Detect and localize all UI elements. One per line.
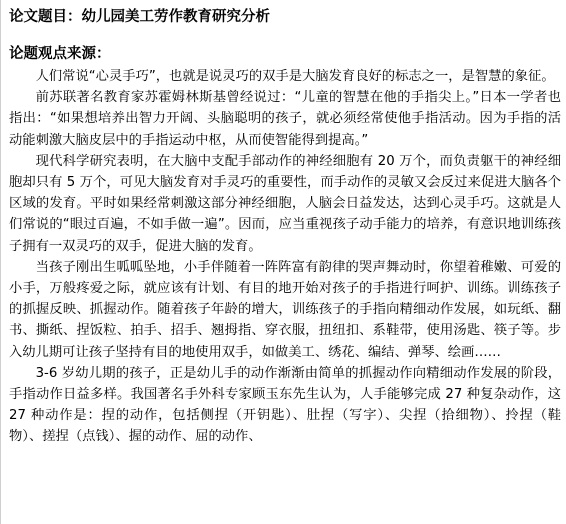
section-heading: 论题观点来源： bbox=[9, 46, 111, 62]
paragraph: 3-6 岁幼儿期的孩子，正是幼儿手的动作渐渐由简单的抓握动作向精细动作发展的阶段，手指动作日益多样。我国著名手外科专家顾玉东先生认为，人手能够完成 27 种复杂动作，这 27 种动作是：捏的动作，包括侧捏（开钥匙）、肚捏（写字）、尖捏（拾细物）、拎捏（鞋物）、搓捏（点钱）、握的动作、屈的动作、 bbox=[9, 365, 561, 445]
paragraph: 当孩子刚出生呱呱坠地，小手伴随着一阵阵富有韵律的哭声舞动时，你望着稚嫩、可爱的小手，万般疼爱之际，就应该有计划、有目的地开始对孩子的手指进行呵护、训练。训练孩子的抓握反映、抓握动作。随着孩子年龄的增大，训练孩子的手指向精细动作发展，如玩纸、翻书、撕纸、捏饭粒、拍手、招手、翘拇指、穿衣服，扭纽扣、系鞋带，使用汤匙、筷子等。步入幼儿期可让孩子坚持有目的地使用双手，如做美工、绣花、编结、弹琴、绘画…… bbox=[9, 259, 561, 360]
document-body bbox=[9, 66, 561, 448]
paragraph: 前苏联著名教育家苏霍姆林斯基曾经说过：“儿童的智慧在他的手指尖上。”日本一学者也指出：“如果想培养出智力开阔、头脑聪明的孩子，就必须经常使他手指活动。因为手指的活动能刺激大脑皮层中的手指运动中枢，从而使智能得到提高。” bbox=[9, 90, 561, 148]
paragraph: 人们常说“心灵手巧”，也就是说灵巧的双手是大脑发育良好的标志之一，是智慧的象征。 bbox=[35, 69, 555, 84]
document-title: 论文题目：幼儿园美工劳作教育研究分析 bbox=[9, 9, 270, 25]
paragraph: 现代科学研究表明，在大脑中支配手部动作的神经细胞有 20 万个，而负责躯干的神经细胞却只有 5 万个，可见大脑发育对手灵巧的重要性，而手动作的灵敏又会反过来促进大脑各个区域的发育。平时如果经常刺激这部分神经细胞，人脑会日益发达，达到心灵手巧。这就是人们常说的“眼过百遍，不如手做一遍”。因而，应当重视孩子动手能力的培养，有意识地训练孩子拥有一双灵巧的双手，促进大脑的发育。 bbox=[9, 153, 561, 254]
